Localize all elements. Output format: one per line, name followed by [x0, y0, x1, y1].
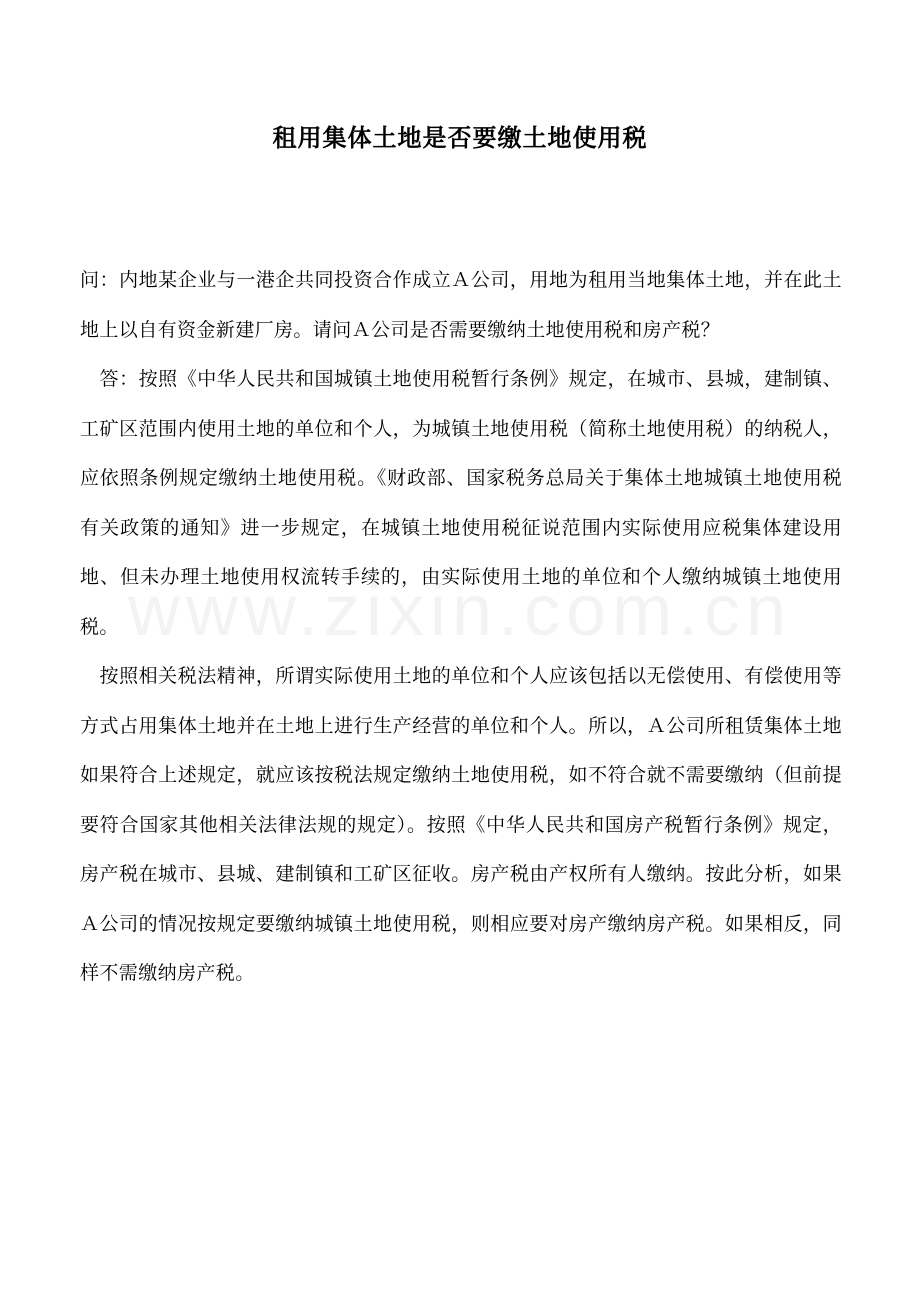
question-paragraph: 问：内地某企业与一港企共同投资合作成立Ａ公司，用地为租用当地集体土地，并在此土地上以自有资金新建厂房。请问Ａ公司是否需要缴纳土地使用税和房产税？: [80, 269, 842, 341]
document-title: 租用集体土地是否要缴土地使用税: [272, 124, 648, 152]
analysis-paragraph: 按照相关税法精神，所谓实际使用土地的单位和个人应该包括以无偿使用、有偿使用等方式占用集体土地并在土地上进行生产经营的单位和个人。所以，Ａ公司所租赁集体土地如果符合上述规定，就应该按税法规定缴纳土地使用税，如不符合就不需要缴纳（但前提要符合国家其他相关法律法规的规定）。按照《中华人民共和国房产税暂行条例》规定，房产税在城市、县城、建制镇和工矿区征收。房产税由产权所有人缴纳。按此分析，如果Ａ公司的情况按规定要缴纳城镇土地使用税，则相应要对房产缴纳房产税。如果相反，同样不需缴纳房产税。: [80, 665, 842, 984]
document-body: [80, 256, 842, 999]
answer-paragraph: 答：按照《中华人民共和国城镇土地使用税暂行条例》规定，在城市、县城，建制镇、工矿区范围内使用土地的单位和个人，为城镇土地使用税（简称土地使用税）的纳税人，应依照条例规定缴纳土地使用税。《财政部、国家税务总局关于集体土地城镇土地使用税有关政策的通知》进一步规定，在城镇土地使用税征说范围内实际使用应税集体建设用地、但未办理土地使用权流转手续的，由实际使用土地的单位和个人缴纳城镇土地使用税。: [80, 368, 842, 638]
